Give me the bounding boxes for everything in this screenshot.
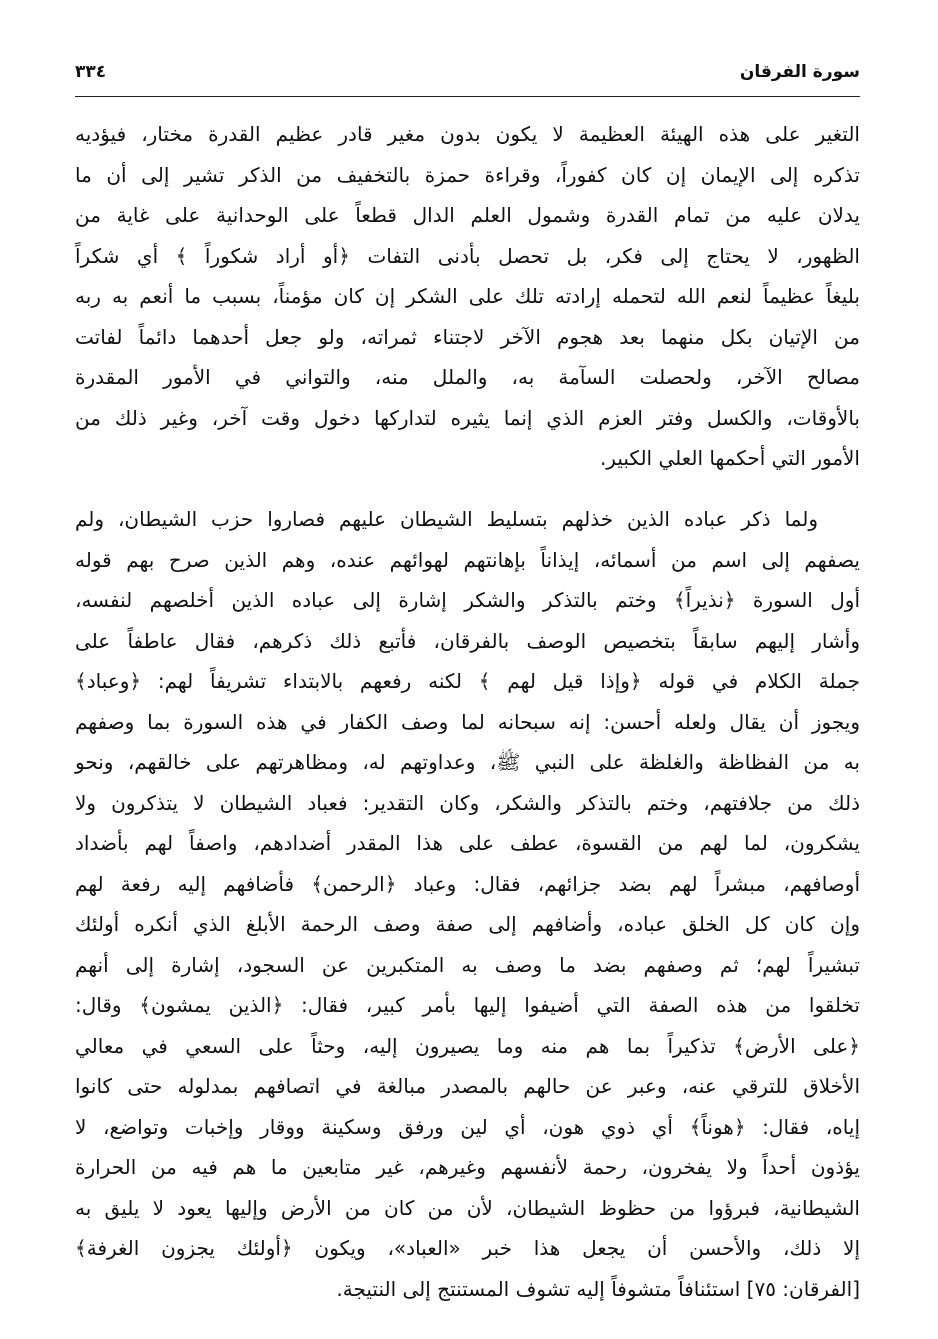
text-line: تبشيراً لهم؛ ثم وصفهم بضد ما وصف به المتكبرين عن السجود، إشارة إلى أنهم bbox=[75, 952, 860, 977]
header-rule bbox=[75, 96, 860, 97]
text-line: جملة الكلام في قوله ﴿وإذا قيل لهم ﴾ لكنه رفعهم بالابتداء تشريفاً لهم: ﴿وعباد﴾ bbox=[75, 669, 860, 693]
surah-title: سورة الفرقان bbox=[739, 62, 860, 82]
text-line: تخلقوا من هذه الصفة التي أضيفوا إليها بأمر كبير، فقال: ﴿الذين يمشون﴾ وقال: bbox=[75, 993, 860, 1017]
text-line: بالأوقات، والكسل وفتر العزم الذي إنما يثيره لتداركها دخول وقت آخر، وغير ذلك من bbox=[75, 405, 860, 430]
text-line: إلا ذلك، والأحسن أن يجعل هذا خبر «العباد»، ويكون ﴿أولئك يجزون الغرفة﴾ bbox=[75, 1236, 860, 1260]
running-header bbox=[75, 58, 860, 94]
text-line: الأخلاق للترقي عنه، وعبر عن حالهم بالمصدر مبالغة في اتصافهم بمدلوله حتى كانوا bbox=[75, 1074, 860, 1098]
text-line: وإن كان كل الخلق عباده، وأضافهم إلى صفة وصف الرحمة الأبلغ الذي أنكره أولئك bbox=[75, 912, 860, 936]
text-line: أوصافهم، مبشراً لهم بضد جزائهم، فقال: وعباد ﴿الرحمن﴾ فأضافهم إليه رفعة لهم bbox=[75, 871, 860, 896]
text-line: من الإتيان بكل منهما بعد هجوم الآخر لاجتناء ثمراته، ولو جعل أحدهما دائماً لفاتت bbox=[75, 324, 860, 349]
text-line: الظهور، لا يحتاج إلى فكر، بل تحصل بأدنى التفات ﴿أو أراد شكوراً ﴾ أي شكراً bbox=[75, 243, 860, 268]
text-line: تذكره إلى الإيمان إن كان كفوراً، وقراءة حمزة بالتخفيف من الذكر تشير إلى أن ما bbox=[75, 162, 860, 187]
text-line: وأشار إليهم سابقاً بتخصيص الوصف بالفرقان، فأتبع ذلك ذكرهم، فقال عاطفاً على bbox=[75, 628, 860, 653]
text-line: أول السورة ﴿نذيراً﴾ وختم بالتذكر والشكر إشارة إلى عباده الذين أخلصهم لنفسه، bbox=[75, 588, 860, 612]
text-line: ولما ذكر عباده الذين خذلهم بتسليط الشيطان عليهم فصاروا حزب الشيطان، ولم bbox=[75, 507, 818, 531]
paragraph-1 bbox=[75, 114, 860, 479]
text-line: إياه، فقال: ﴿هوناً﴾ أي ذوي هون، أي لين ورفق وسكينة ووقار وإخبات وتواضع، لا bbox=[75, 1114, 860, 1139]
text-line: يدلان عليه من تمام القدرة وشمول العلم الدال قطعاً على الوحدانية على غاية من bbox=[75, 203, 860, 227]
text-line: التغير على هذه الهيئة العظيمة لا يكون بدون مغير قادر عظيم القدرة مختار، فيؤديه bbox=[75, 122, 860, 146]
text-line: مصالح الآخر، ولحصلت السآمة به، والملل منه، والتواني في الأمور المقدرة bbox=[75, 365, 860, 389]
text-line: الأمور التي أحكمها العلي الكبير. bbox=[599, 446, 860, 470]
text-line: يؤذون أحداً ولا يفخرون، رحمة لأنفسهم وغيرهم، غير متابعين ما هم فيه من الحرارة bbox=[75, 1155, 860, 1179]
text-line: بليغاً عظيماً لنعم الله لتحمله إرادته تلك على الشكر إن كان مؤمناً، بسبب ما أنعم به ربه bbox=[75, 284, 860, 308]
text-line: [الفرقان: ٧٥] استئنافاً متشوفاً إليه تشوف المستنتج إلى النتيجة. bbox=[336, 1276, 860, 1301]
paragraph-2 bbox=[75, 499, 860, 1309]
text-line: يصفهم إلى اسم من أسمائه، إيذاناً بإهانتهم لهوائهم عنده، وهم الذين صرح بهم قوله bbox=[75, 547, 860, 572]
text-line: ويجوز أن يقال ولعله أحسن: إنه سبحانه لما وصف الكفار في هذه السورة بما وصفهم bbox=[75, 709, 860, 734]
page-number: ٣٣٤ bbox=[75, 62, 107, 82]
text-line: به من الفظاظة والغلظة على النبي ﷺ، وعداوتهم له، ومظاهرتهم على خالقهم، ونحو bbox=[75, 750, 860, 774]
text-line: ذلك من جلافتهم، وختم بالتذكر والشكر، وكان التقدير: فعباد الشيطان لا يتذكرون ولا bbox=[75, 790, 860, 815]
text-line: ﴿على الأرض﴾ تذكيراً بما هم منه وما يصيرون إليه، وحثاً على السعي في معالي bbox=[75, 1033, 860, 1058]
text-line: الشيطانية، فبرؤوا من حظوظ الشيطان، لأن من كان من الأرض وإليها يعود لا يليق به bbox=[75, 1195, 860, 1220]
text-line: يشكرون، لما لهم من القسوة، عطف على هذا المقدر أضدادهم، واصفاً لهم بأضداد bbox=[75, 831, 860, 855]
